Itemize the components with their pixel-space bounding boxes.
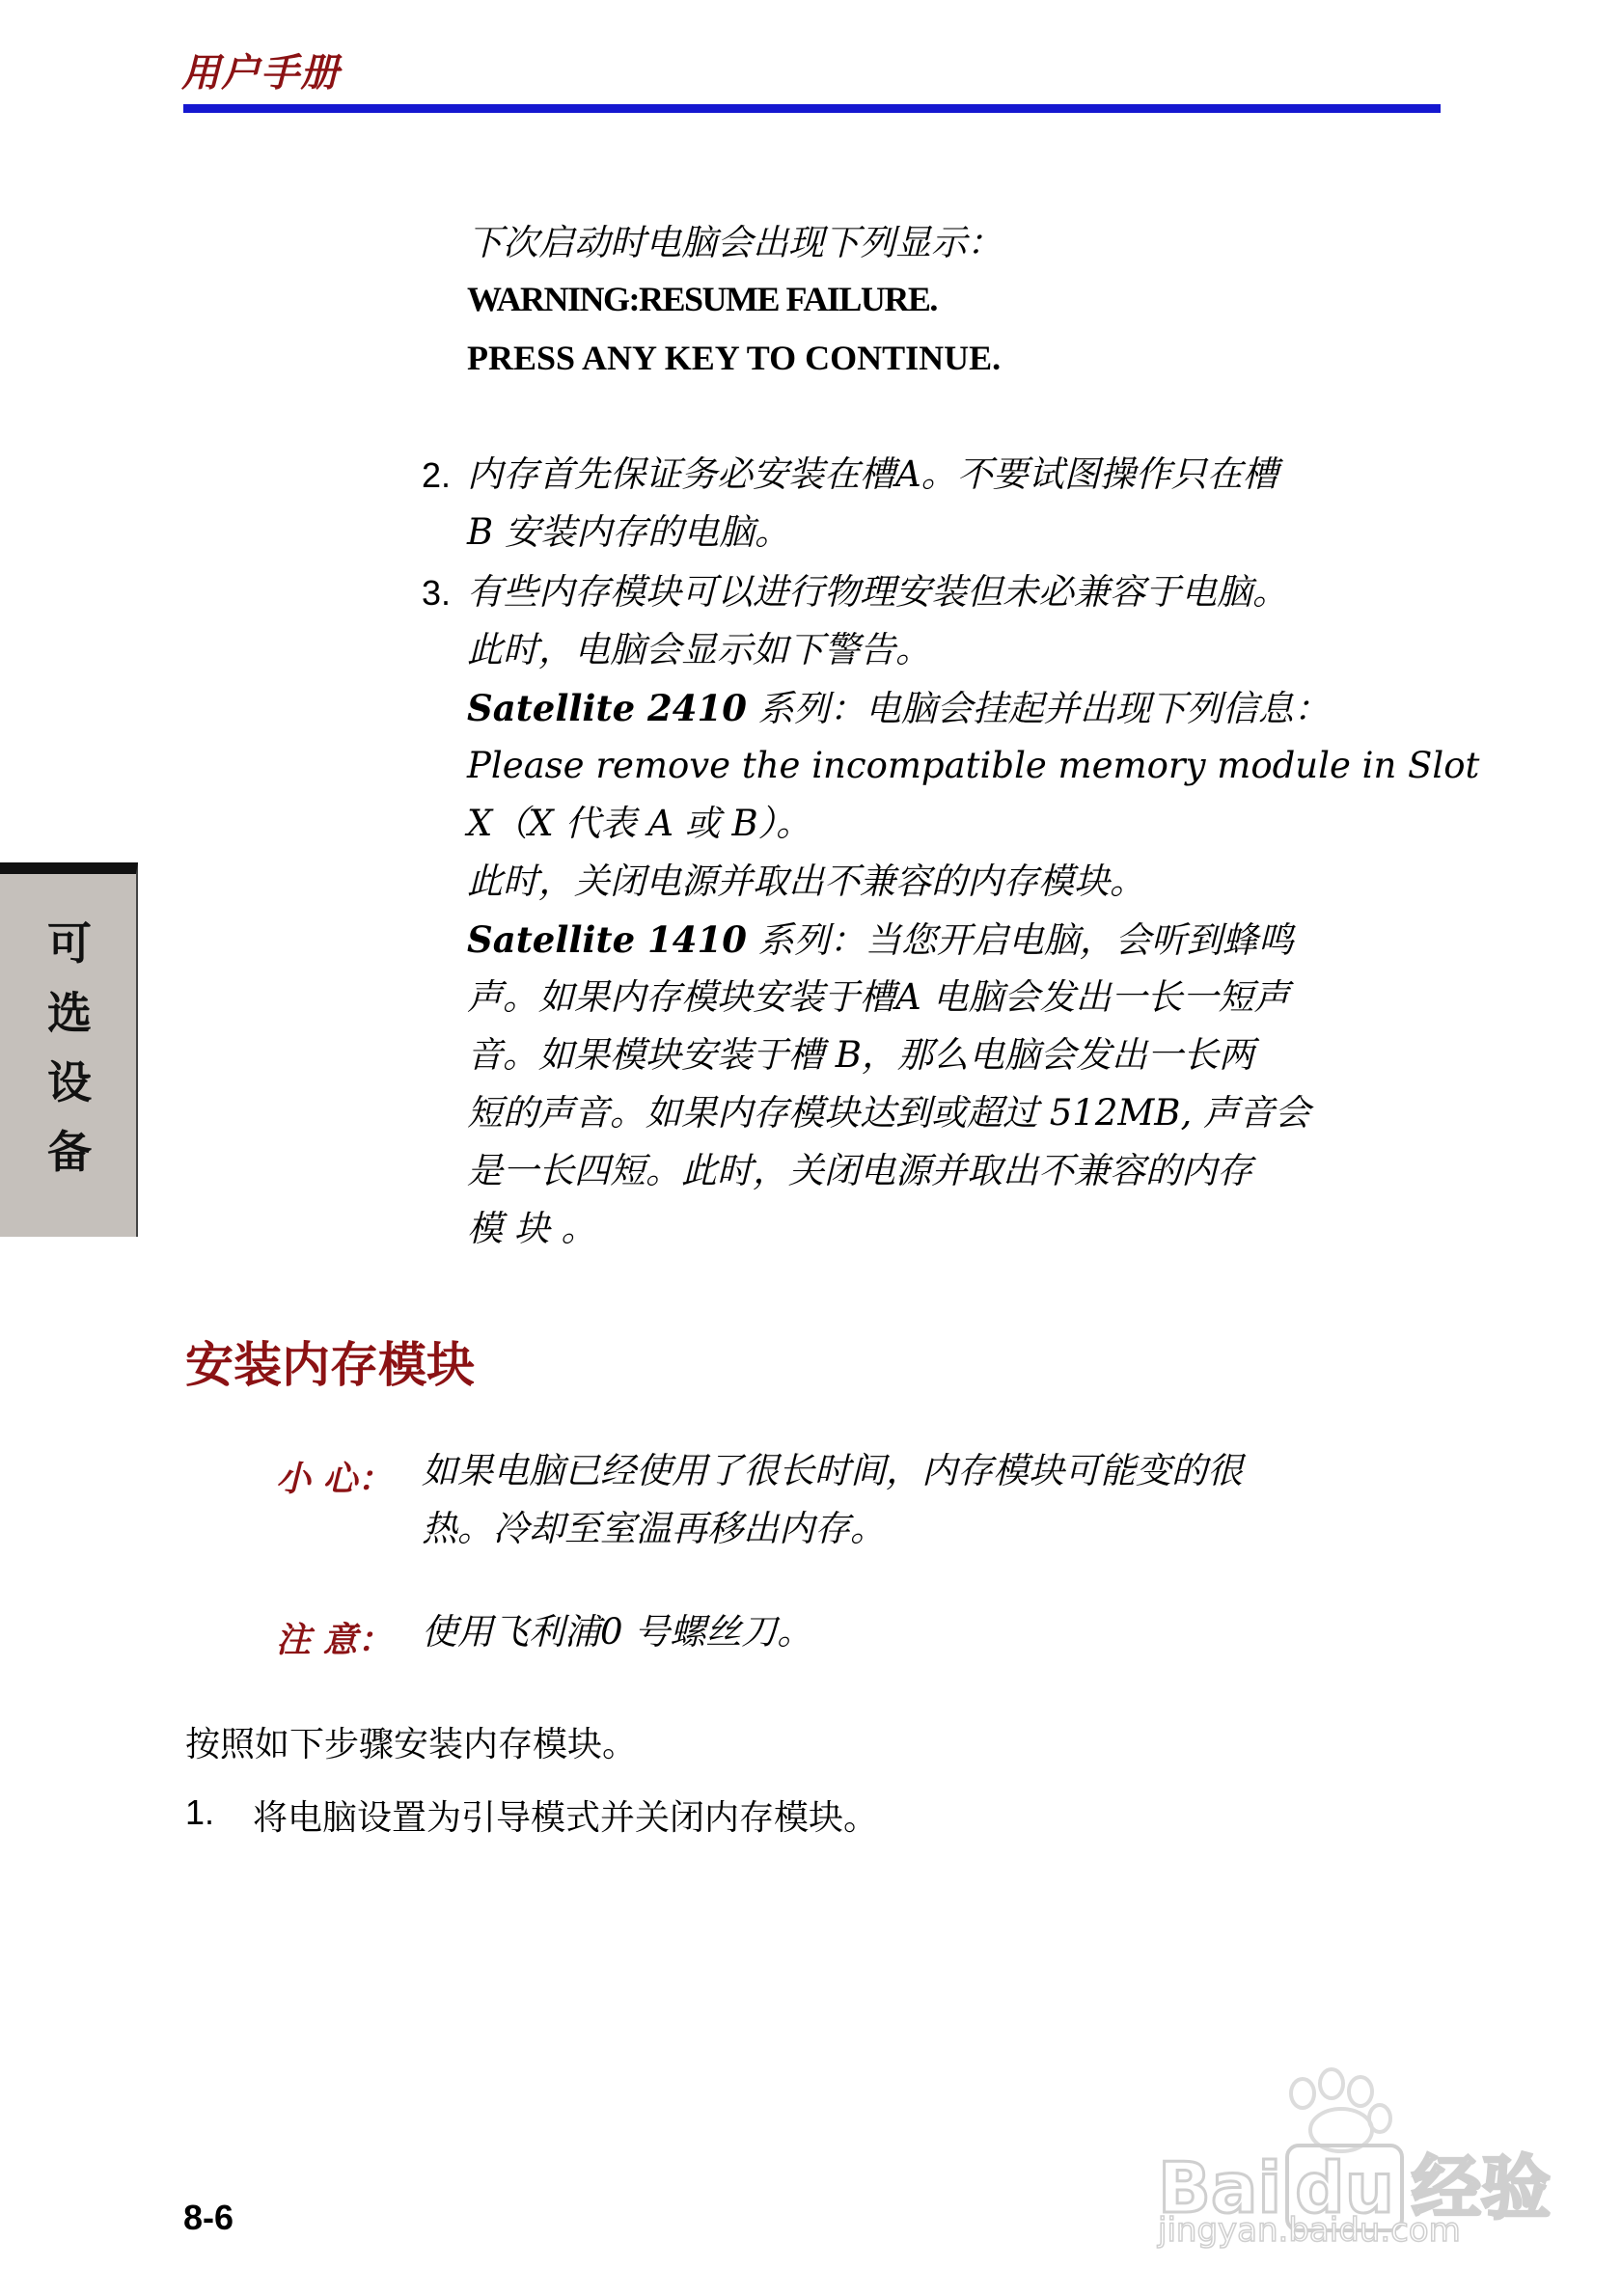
satellite-1410-line bbox=[467, 911, 1294, 970]
caution-line-1: 如果电脑已经使用了很长时间，内存模块可能变的很 bbox=[422, 1450, 1243, 1491]
message-line-2: X（X 代表 A 或 B）。 bbox=[467, 803, 812, 844]
watermark-url: jingyan.baidu.com bbox=[1158, 2211, 1461, 2250]
action-line: 此时，关闭电源并取出不兼容的内存模块。 bbox=[467, 861, 1145, 902]
watermark-brand: Bai du 经验 bbox=[1158, 2132, 1551, 2232]
side-tab-char: 设 bbox=[47, 1056, 92, 1108]
satellite-1410-text: 系列：当您开启电脑，会听到蜂鸣 bbox=[746, 919, 1294, 961]
side-tab-char: 选 bbox=[47, 987, 92, 1039]
chapter-side-tab bbox=[0, 862, 138, 1237]
baidu-watermark bbox=[1158, 2064, 1563, 2248]
item-2-line-2: B 安装内存的电脑。 bbox=[467, 511, 790, 553]
item-3-line-2: 此时，电脑会显示如下警告。 bbox=[467, 629, 931, 670]
message-line-1: Please remove the incompatible memory module in Slot bbox=[467, 745, 1480, 786]
section-title: 安装内存模块 bbox=[185, 1337, 475, 1393]
header-rule bbox=[183, 104, 1441, 113]
item-2-line-1: 内存首先保证务必安装在槽A。不要试图操作只在槽 bbox=[467, 453, 1278, 495]
side-tab-char: 备 bbox=[47, 1126, 92, 1178]
step-1-text: 将电脑设置为引导模式并关闭内存模块。 bbox=[253, 1798, 879, 1838]
satellite-2410-text: 系列：电脑会挂起并出现下列信息： bbox=[746, 688, 1330, 729]
note-text: 使用飞利浦0 号螺丝刀。 bbox=[422, 1611, 813, 1653]
warning-line-1: WARNING:RESUME FAILURE. bbox=[467, 280, 937, 318]
satellite-1410-line-2: 声。如果内存模块安装于槽A 电脑会发出一长一短声 bbox=[467, 976, 1290, 1018]
satellite-1410-line-5: 是一长四短。此时，关闭电源并取出不兼容的内存 bbox=[467, 1150, 1252, 1191]
side-tab-char: 可 bbox=[47, 917, 92, 970]
item-3-line-1: 有些内存模块可以进行物理安装但未必兼容于电脑。 bbox=[467, 571, 1288, 613]
intro-line: 下次启动时电脑会出现下列显示： bbox=[467, 222, 1003, 263]
header-title: 用户手册 bbox=[181, 51, 340, 96]
satellite-1410-line-4: 短的声音。如果内存模块达到或超过 512MB, 声音会 bbox=[467, 1092, 1310, 1134]
item-2-number: 2. bbox=[422, 455, 452, 495]
step-1-number: 1. bbox=[185, 1792, 215, 1832]
page-number: 8-6 bbox=[183, 2198, 234, 2237]
steps-intro: 按照如下步骤安装内存模块。 bbox=[185, 1725, 638, 1764]
satellite-2410-line bbox=[467, 679, 1330, 738]
warning-line-2: PRESS ANY KEY TO CONTINUE. bbox=[467, 339, 1002, 377]
satellite-2410-model: Satellite 2410 bbox=[467, 687, 747, 729]
satellite-1410-line-6: 模 块 。 bbox=[467, 1208, 597, 1249]
caution-line-2: 热。冷却至室温再移出内存。 bbox=[422, 1508, 886, 1549]
note-label: 注 意： bbox=[276, 1620, 393, 1660]
caution-label: 小 心： bbox=[276, 1459, 393, 1499]
item-3-number: 3. bbox=[422, 573, 452, 613]
satellite-1410-model: Satellite 1410 bbox=[467, 918, 747, 961]
satellite-1410-line-3: 音。如果模块安装于槽 B，那么电脑会发出一长两 bbox=[467, 1034, 1254, 1076]
